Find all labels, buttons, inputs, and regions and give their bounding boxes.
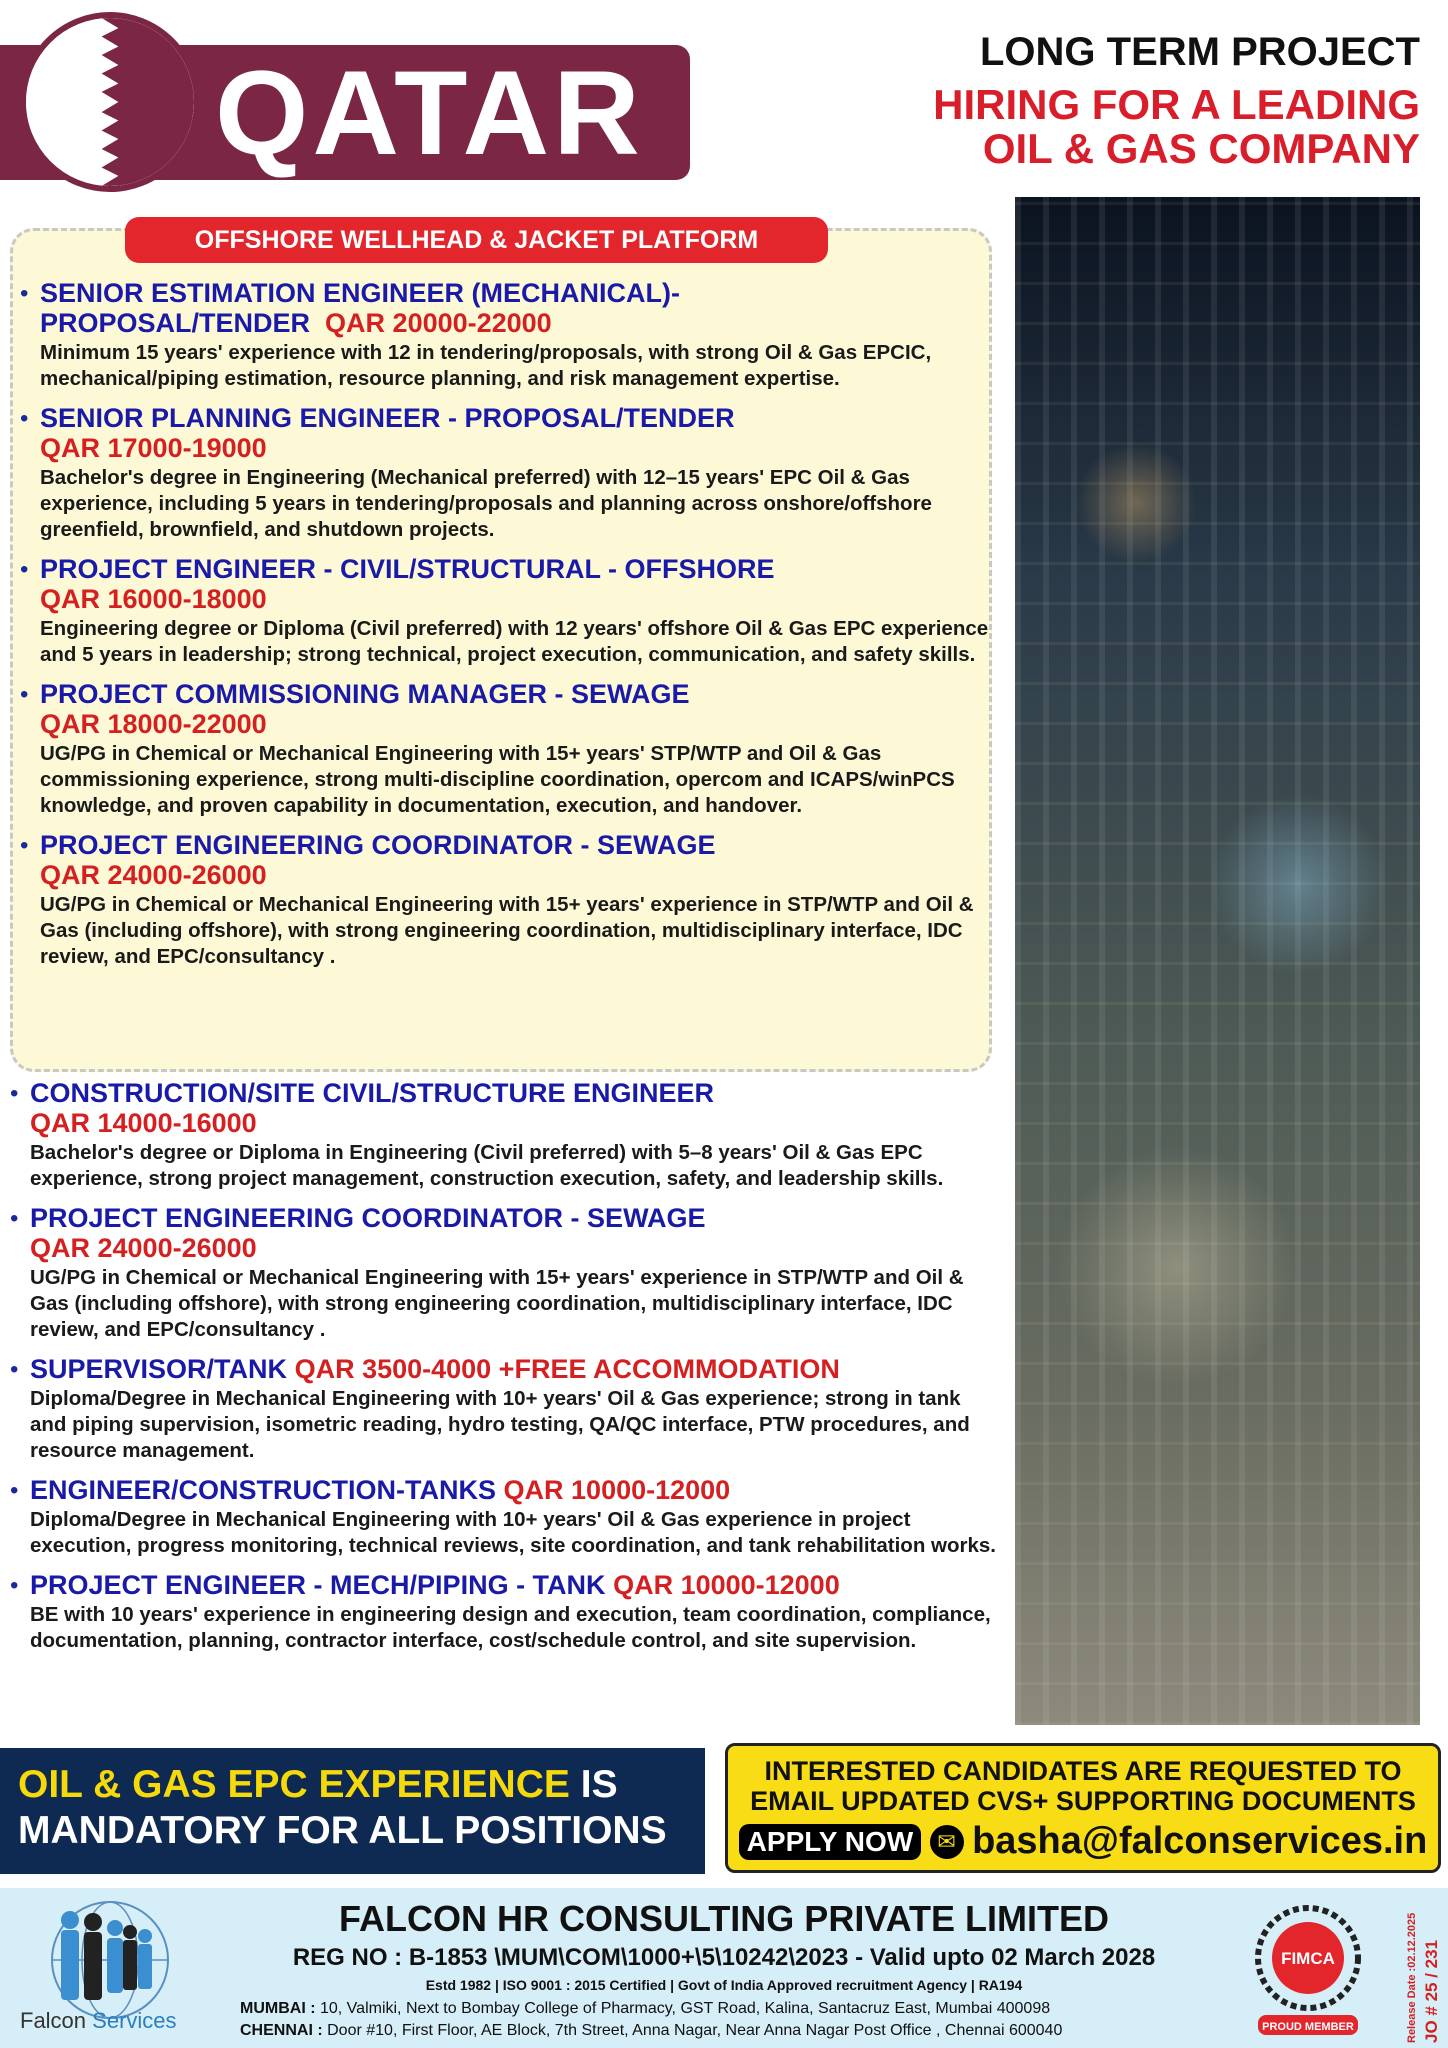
bullet-icon: • bbox=[20, 556, 29, 583]
header-line1: LONG TERM PROJECT bbox=[979, 30, 1420, 74]
job-listing bbox=[10, 1570, 1000, 1654]
job-description: UG/PG in Chemical or Mechanical Engineering with 15+ years' experience in STP/WTP and Oil & Gas (including offshore), with strong engineering coordination, multidisciplinary interface, IDC review, and EPC/consultancy . bbox=[30, 1266, 964, 1341]
job-salary: QAR 17000-19000 bbox=[40, 433, 267, 463]
job-description: UG/PG in Chemical or Mechanical Engineering with 15+ years' STP/WTP and Oil & Gas commissioning experience, strong multi-discipline coordination, opercom and ICAPS/winPCS knowledge, and proven capability in documentation, execution, and handover. bbox=[40, 742, 955, 817]
job-description: Diploma/Degree in Mechanical Engineering with 10+ years' Oil & Gas experience in project execution, progress monitoring, technical reviews, site coordination, and tank rehabilitation works. bbox=[30, 1508, 996, 1557]
mumbai-address: MUMBAI : 10, Valmiki, Next to Bombay College of Pharmacy, GST Road, Kalina, Santacruz East, Mumbai 400098 bbox=[240, 2000, 1051, 2017]
bullet-icon: • bbox=[10, 1080, 19, 1107]
job-title: PROJECT ENGINEER - MECH/PIPING - TANK QAR 10000-12000 bbox=[30, 1570, 840, 1600]
bullet-icon: • bbox=[10, 1205, 19, 1232]
other-job-list bbox=[10, 1078, 1000, 1665]
section-title: OFFSHORE WELLHEAD & JACKET PLATFORM bbox=[125, 217, 828, 263]
job-salary: QAR 10000-12000 bbox=[613, 1570, 840, 1600]
bullet-icon: • bbox=[20, 832, 29, 859]
job-salary: QAR 24000-26000 bbox=[40, 860, 267, 890]
job-description: Bachelor's degree in Engineering (Mechanical preferred) with 12–15 years' EPC Oil & Gas experience, including 5 years in tendering/proposals and planning across onshore/offshore greenfield, brownfield, and shutdown projects. bbox=[40, 466, 932, 541]
header-line2: HIRING FOR A LEADING OIL & GAS COMPANY bbox=[933, 81, 1420, 172]
boxed-job-list bbox=[20, 278, 1000, 981]
job-title: PROJECT ENGINEER - CIVIL/STRUCTURAL - OFFSHORE bbox=[40, 554, 775, 584]
job-description: Engineering degree or Diploma (Civil preferred) with 12 years' offshore Oil & Gas EPC experience and 5 years in leadership; strong technical, project execution, communication, and safety skills. bbox=[40, 617, 989, 666]
bullet-icon: • bbox=[20, 280, 29, 307]
job-listing bbox=[10, 1203, 1000, 1343]
job-salary: QAR 18000-22000 bbox=[40, 709, 267, 739]
job-salary: QAR 3500-4000 +FREE ACCOMMODATION bbox=[294, 1354, 840, 1384]
job-salary: QAR 14000-16000 bbox=[30, 1108, 257, 1138]
job-salary: QAR 20000-22000 bbox=[325, 308, 552, 338]
job-title: PROJECT ENGINEERING COORDINATOR - SEWAGE bbox=[30, 1203, 706, 1233]
job-title: ENGINEER/CONSTRUCTION-TANKS QAR 10000-12000 bbox=[30, 1475, 731, 1505]
job-listing bbox=[20, 278, 1000, 392]
job-listing bbox=[20, 830, 1000, 970]
job-listing bbox=[20, 554, 1000, 668]
svg-text:FIMCA: FIMCA bbox=[1281, 1949, 1335, 1968]
mandatory-banner: OIL & GAS EPC EXPERIENCE IS MANDATORY FOR ALL POSITIONS bbox=[0, 1748, 705, 1874]
job-description: Bachelor's degree or Diploma in Engineering (Civil preferred) with 5–8 years' Oil & Gas EPC experience, strong project management, construction execution, safety, and leadership skills. bbox=[30, 1141, 944, 1190]
job-description: BE with 10 years' experience in engineering design and execution, team coordination, compliance, documentation, planning, contractor interface, cost/schedule control, and site supervision. bbox=[30, 1603, 991, 1652]
bullet-icon: • bbox=[20, 681, 29, 708]
job-listing bbox=[10, 1475, 1000, 1559]
envelope-icon: ✉ bbox=[930, 1825, 964, 1859]
bullet-icon: • bbox=[20, 405, 29, 432]
bullet-icon: • bbox=[10, 1477, 19, 1504]
job-title: PROJECT COMMISSIONING MANAGER - SEWAGE bbox=[40, 679, 690, 709]
footer bbox=[0, 1888, 1448, 2048]
refinery-photo bbox=[1015, 197, 1420, 1725]
certifications: Estd 1982 | ISO 9001 : 2015 Certified | Govt of India Approved recruitment Agency | RA194 bbox=[425, 1977, 1023, 1993]
job-description: Diploma/Degree in Mechanical Engineering with 10+ years' Oil & Gas experience; strong in tank and piping supervision, isometric reading, hydro testing, QA/QC interface, PTW procedures, and resource management. bbox=[30, 1387, 970, 1462]
registration-number: REG NO : B-1853 \MUM\COM\1000+\5\10242\2023 - Valid upto 02 March 2028 bbox=[292, 1944, 1156, 1971]
job-title: SENIOR ESTIMATION ENGINEER (MECHANICAL)- PROPOSAL/TENDER QAR 20000-22000 bbox=[40, 278, 680, 338]
job-description: UG/PG in Chemical or Mechanical Engineering with 15+ years' experience in STP/WTP and Oil & Gas (including offshore), with strong engineering coordination, multidisciplinary interface, IDC review, and EPC/consultancy . bbox=[40, 893, 974, 968]
job-salary: QAR 24000-26000 bbox=[30, 1233, 257, 1263]
apply-now-button[interactable]: APPLY NOW bbox=[739, 1824, 921, 1860]
apply-box: INTERESTED CANDIDATES ARE REQUESTED TO EMAIL UPDATED CVS+ SUPPORTING DOCUMENTS APPLY NOW ✉ basha@falconservices.in bbox=[725, 1743, 1441, 1873]
company-name: FALCON HR CONSULTING PRIVATE LIMITED bbox=[339, 1898, 1109, 1939]
job-salary: QAR 10000-12000 bbox=[503, 1475, 731, 1505]
job-title: SENIOR PLANNING ENGINEER - PROPOSAL/TENDER bbox=[40, 403, 735, 433]
bullet-icon: • bbox=[10, 1572, 19, 1599]
job-listing bbox=[20, 679, 1000, 819]
job-listing bbox=[20, 403, 1000, 543]
chennai-address: CHENNAI : Door #10, First Floor, AE Block, 7th Street, Anna Nagar, Near Anna Nagar Post Office , Chennai 600040 bbox=[240, 2022, 1063, 2039]
job-salary: QAR 16000-18000 bbox=[40, 584, 267, 614]
country-title: QATAR bbox=[215, 46, 644, 180]
release-info: Release Date :02.12.2025 JO # 25 / 231 bbox=[1406, 1912, 1441, 2043]
job-title: PROJECT ENGINEERING COORDINATOR - SEWAGE bbox=[40, 830, 716, 860]
logo-text: Falcon Services bbox=[20, 2008, 177, 2033]
job-title: SUPERVISOR/TANK QAR 3500-4000 +FREE ACCOMMODATION bbox=[30, 1354, 840, 1384]
job-description: Minimum 15 years' experience with 12 in tendering/proposals, with strong Oil & Gas EPCIC, mechanical/piping estimation, resource planning, and risk management expertise. bbox=[40, 341, 932, 390]
svg-text:PROUD MEMBER: PROUD MEMBER bbox=[1262, 2021, 1354, 2033]
fimca-badge bbox=[1248, 1900, 1368, 2040]
job-listing bbox=[10, 1078, 1000, 1192]
email-link[interactable]: basha@falconservices.in bbox=[972, 1820, 1428, 1862]
job-listing bbox=[10, 1354, 1000, 1464]
job-title: CONSTRUCTION/SITE CIVIL/STRUCTURE ENGINEER bbox=[30, 1078, 715, 1108]
qatar-flag-icon bbox=[20, 12, 200, 192]
bullet-icon: • bbox=[10, 1356, 19, 1383]
